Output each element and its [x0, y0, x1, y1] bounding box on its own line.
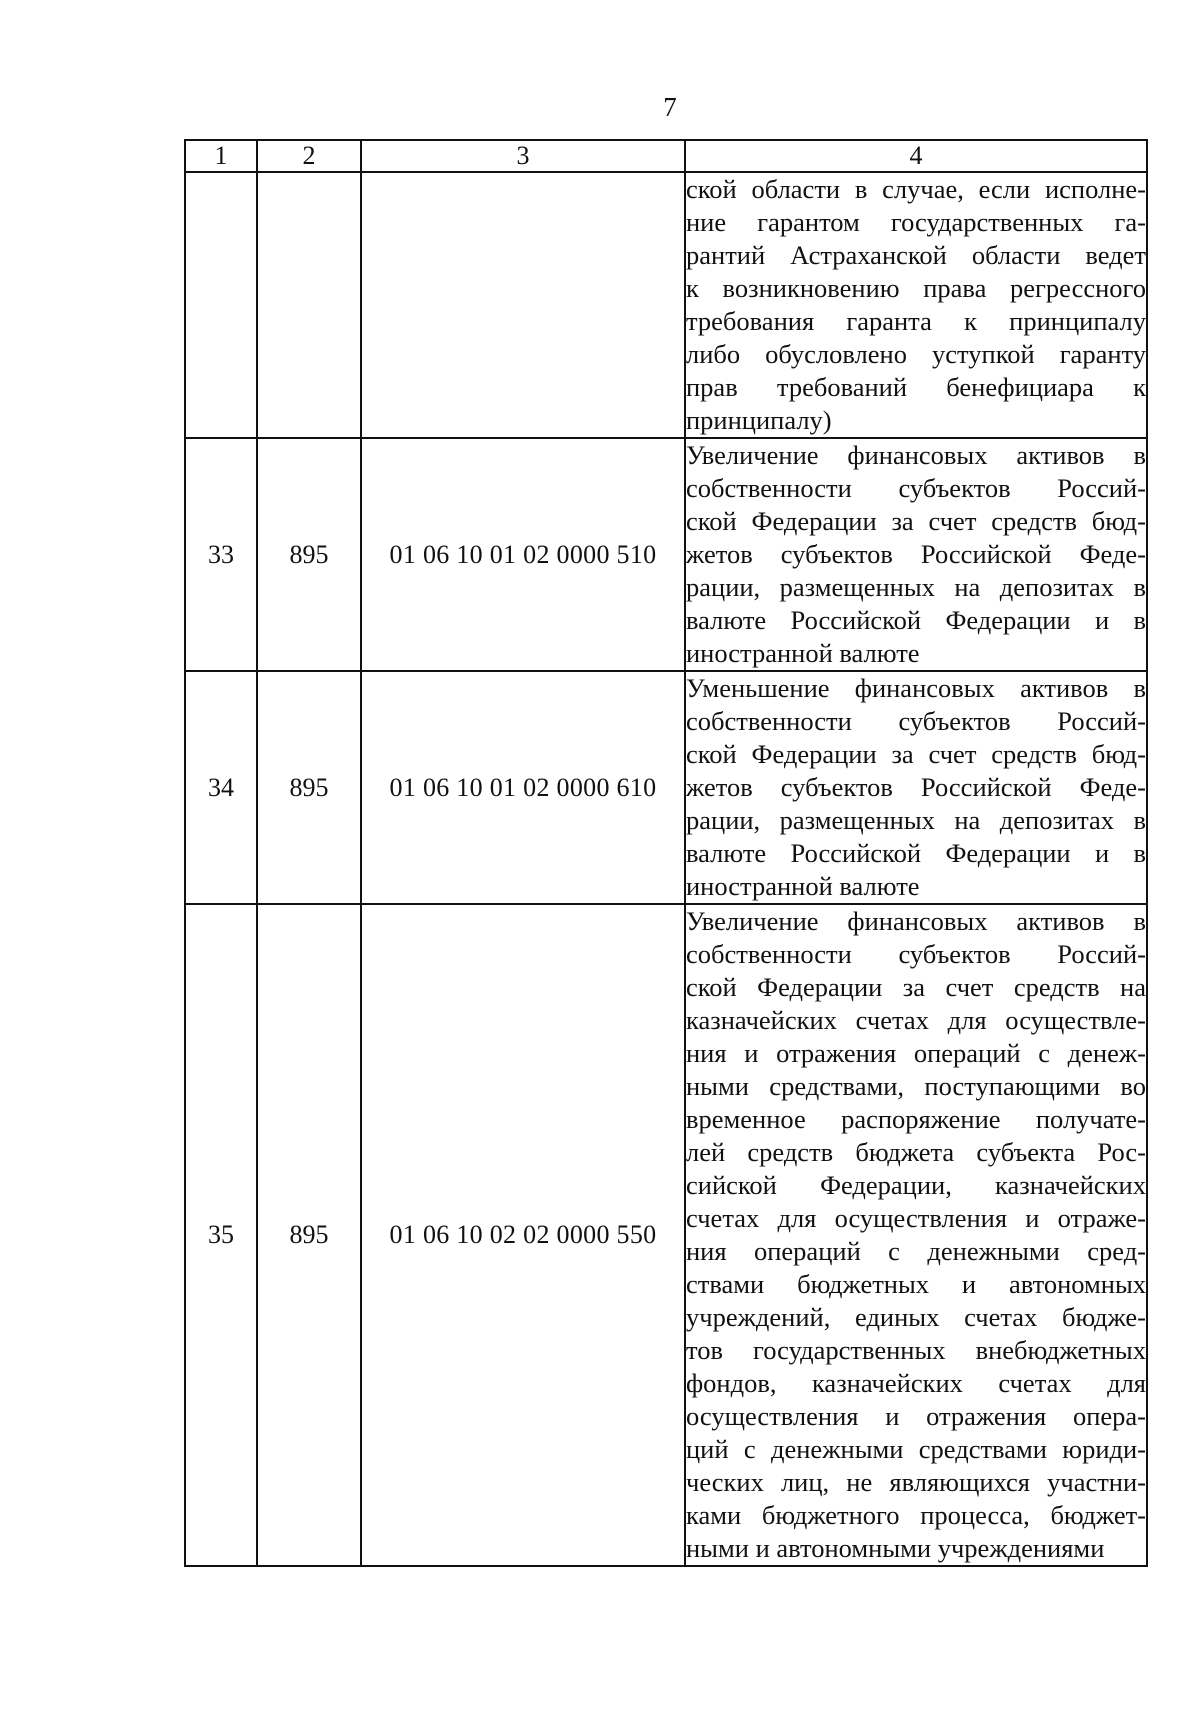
description-line: Увеличение финансовых активов в: [686, 440, 1146, 470]
description-line: рации, размещенных на депозитах в: [686, 805, 1146, 835]
table-row: [185, 671, 1147, 904]
table-row: [185, 172, 1147, 438]
table-row: [185, 438, 1147, 671]
description-line: счетах для осуществления и отраже-: [686, 1203, 1146, 1233]
description-cell: [685, 904, 1147, 1566]
description-line: учреждений, единых счетах бюдже-: [686, 1302, 1146, 1332]
budget-code-cell: 01 06 10 02 02 0000 550: [361, 904, 685, 1566]
description-line: казначейских счетах для осуществле-: [686, 1005, 1146, 1035]
description-line: лей средств бюджета субъекта Рос-: [686, 1137, 1146, 1167]
description-line: ками бюджетного процесса, бюджет-: [686, 1500, 1146, 1530]
description-line: Уменьшение финансовых активов в: [686, 673, 1146, 703]
description-line: ской области в случае, если исполне-: [686, 174, 1146, 204]
description-line: собственности субъектов Россий-: [686, 706, 1146, 736]
description-line: ствами бюджетных и автономных: [686, 1269, 1146, 1299]
admin-code-cell: 895: [257, 671, 361, 904]
description-cell: [685, 172, 1147, 438]
table-row: [185, 904, 1147, 1566]
description-line: требования гаранта к принципалу: [686, 306, 1146, 336]
row-number-cell: 35: [185, 904, 257, 1566]
admin-code-cell: 895: [257, 904, 361, 1566]
description-line: рации, размещенных на депозитах в: [686, 572, 1146, 602]
column-header: 2: [257, 140, 361, 172]
description-line: осуществления и отражения опера-: [686, 1401, 1146, 1431]
description-line: временное распоряжение получате-: [686, 1104, 1146, 1134]
description-line: ния и отражения операций с денеж-: [686, 1038, 1146, 1068]
row-number-cell: 34: [185, 671, 257, 904]
table-header-row: [185, 140, 1147, 172]
description-line: фондов, казначейских счетах для: [686, 1368, 1146, 1398]
description-line: валюте Российской Федерации и в: [686, 605, 1146, 635]
row-number-cell: 33: [185, 438, 257, 671]
description-line: ние гарантом государственных га-: [686, 207, 1146, 237]
description-line: к возникновению права регрессного: [686, 273, 1146, 303]
description-line: сийской Федерации, казначейских: [686, 1170, 1146, 1200]
description-line: собственности субъектов Россий-: [686, 939, 1146, 969]
column-header: 3: [361, 140, 685, 172]
admin-code-cell: [257, 172, 361, 438]
description-line: тов государственных внебюджетных: [686, 1335, 1146, 1365]
budget-code-cell: [361, 172, 685, 438]
description-line: ными и автономными учреждениями: [686, 1533, 1105, 1563]
description-line: ными средствами, поступающими во: [686, 1071, 1146, 1101]
description-cell: [685, 438, 1147, 671]
description-line: ций с денежными средствами юриди-: [686, 1434, 1146, 1464]
description-line: рантий Астраханской области ведет: [686, 240, 1146, 270]
description-line: ской Федерации за счет средств на: [686, 972, 1146, 1002]
description-line: иностранной валюте: [686, 638, 920, 668]
column-header: 1: [185, 140, 257, 172]
description-line: ской Федерации за счет средств бюд-: [686, 506, 1146, 536]
document-table: [184, 139, 1148, 1567]
column-header: 4: [685, 140, 1147, 172]
row-number-cell: [185, 172, 257, 438]
description-line: жетов субъектов Российской Феде-: [686, 772, 1146, 802]
page-number: 7: [663, 92, 677, 122]
description-line: ния операций с денежными сред-: [686, 1236, 1146, 1266]
description-line: либо обусловлено уступкой гаранту: [686, 339, 1146, 369]
description-line: прав требований бенефициара к: [686, 372, 1146, 402]
description-line: собственности субъектов Россий-: [686, 473, 1146, 503]
budget-code-cell: 01 06 10 01 02 0000 510: [361, 438, 685, 671]
description-line: ской Федерации за счет средств бюд-: [686, 739, 1146, 769]
description-line: валюте Российской Федерации и в: [686, 838, 1146, 868]
description-cell: [685, 671, 1147, 904]
description-line: принципалу): [686, 405, 832, 435]
budget-code-cell: 01 06 10 01 02 0000 610: [361, 671, 685, 904]
description-line: ческих лиц, не являющихся участни-: [686, 1467, 1146, 1497]
description-line: жетов субъектов Российской Феде-: [686, 539, 1146, 569]
admin-code-cell: 895: [257, 438, 361, 671]
description-line: Увеличение финансовых активов в: [686, 906, 1146, 936]
description-line: иностранной валюте: [686, 871, 920, 901]
